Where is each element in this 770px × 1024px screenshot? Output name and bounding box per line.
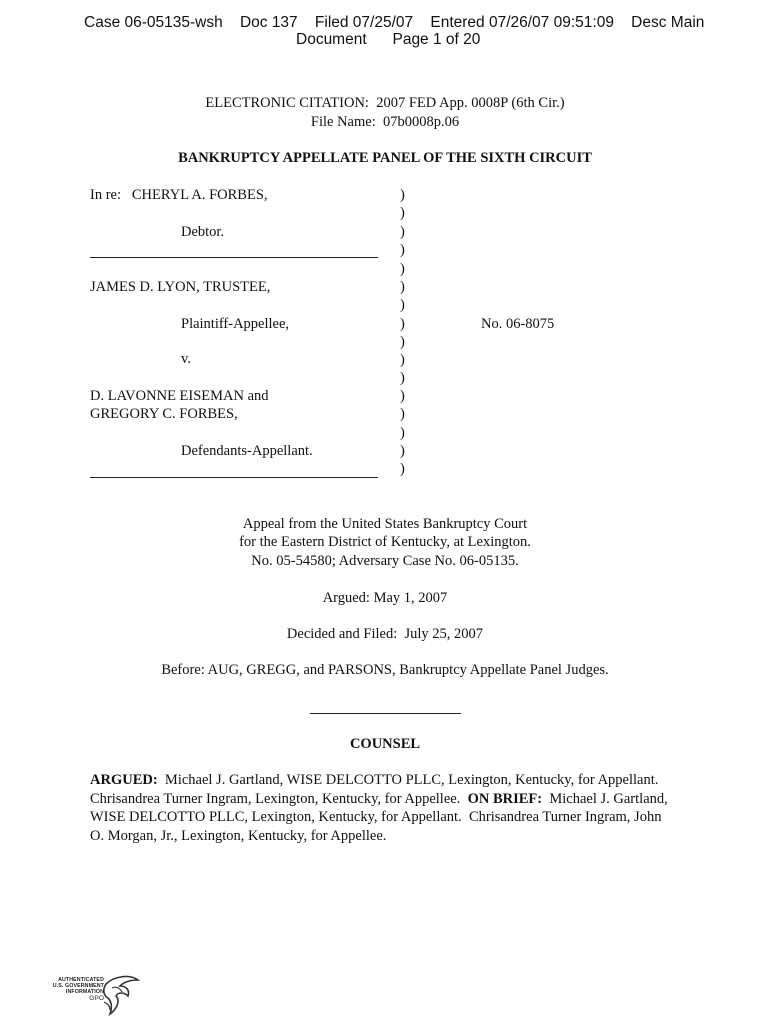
caption-debtor: Debtor.	[181, 224, 225, 240]
caption-in-re: In re: CHERYL A. FORBES,	[90, 187, 268, 203]
caption-paren: )	[400, 388, 405, 404]
caption-paren: )	[400, 316, 405, 332]
caption-divider-top	[90, 257, 378, 258]
caption-paren: )	[400, 461, 405, 477]
caption-paren: )	[400, 443, 405, 459]
seal-line3: INFORMATION	[65, 989, 104, 996]
caption-divider-bottom	[90, 477, 378, 478]
docket-header-line2: Document Page 1 of 20	[296, 31, 481, 48]
seal-line2: U.S. GOVERNMENT	[52, 983, 104, 990]
counsel-line-4: O. Morgan, Jr., Lexington, Kentucky, for Appellee.	[90, 827, 387, 844]
appeal-line1: Appeal from the United States Bankruptcy Court	[242, 516, 528, 532]
section-divider	[310, 713, 461, 714]
caption-paren: )	[400, 187, 405, 203]
caption-paren: )	[400, 224, 405, 240]
caption-versus: v.	[181, 351, 191, 367]
caption-defendants-line2: GREGORY C. FORBES,	[90, 406, 238, 422]
seal-line1: AUTHENTICATED	[58, 977, 104, 983]
counsel-line-1	[90, 771, 690, 790]
docket-header-line1: Case 06-05135-wsh Doc 137 Filed 07/25/07 Entered 07/26/07 09:51:09 Desc Main	[84, 14, 705, 31]
caption-paren: )	[400, 370, 405, 386]
caption-paren: )	[400, 406, 405, 422]
counsel-paragraph	[90, 771, 690, 845]
caption-paren: )	[400, 334, 405, 350]
counsel-line-2b: Michael J. Gartland,	[542, 790, 668, 807]
caption-paren: )	[400, 205, 405, 221]
seal-line4: GPO	[89, 994, 104, 1002]
counsel-line-2	[90, 790, 690, 809]
caption-paren: )	[400, 425, 405, 441]
case-number: No. 06-8075	[481, 316, 555, 332]
counsel-heading: COUNSEL	[349, 736, 421, 752]
seal-text	[44, 977, 104, 1002]
counsel-line-2a: Chrisandrea Turner Ingram, Lexington, Kentucky, for Appellee.	[90, 790, 468, 807]
argued-label: ARGUED:	[90, 772, 158, 788]
argued-date: Argued: May 1, 2007	[322, 590, 448, 606]
caption-trustee: JAMES D. LYON, TRUSTEE,	[90, 279, 271, 295]
electronic-citation: ELECTRONIC CITATION: 2007 FED App. 0008P (6th Cir.)	[205, 95, 565, 111]
caption-paren: )	[400, 352, 405, 368]
caption-paren: )	[400, 261, 405, 277]
file-name: File Name: 07b0008p.06	[310, 114, 460, 130]
caption-paren: )	[400, 297, 405, 313]
on-brief-label: ON BRIEF:	[467, 790, 543, 807]
counsel-line-3: WISE DELCOTTO PLLC, Lexington, Kentucky, for Appellant. Chrisandrea Turner Ingram, John	[90, 809, 662, 826]
appeal-line2: for the Eastern District of Kentucky, at Lexington.	[239, 534, 531, 550]
caption-defendants-line1: D. LAVONNE EISEMAN and	[90, 388, 269, 404]
eagle-icon	[100, 974, 140, 1016]
appeal-line3: No. 05-54580; Adversary Case No. 06-05135.	[251, 553, 519, 569]
gpo-authentication-seal	[44, 974, 134, 1016]
caption-plaintiff-role: Plaintiff-Appellee,	[181, 316, 290, 332]
caption-paren: )	[400, 242, 405, 258]
caption-defendants-role: Defendants-Appellant.	[181, 443, 313, 459]
court-title: BANKRUPTCY APPELLATE PANEL OF THE SIXTH CIRCUIT	[178, 150, 592, 166]
counsel-argued-text: Michael J. Gartland, WISE DELCOTTO PLLC, Lexington, Kentucky, for Appellant.	[157, 772, 659, 788]
caption-paren: )	[400, 279, 405, 295]
panel-judges: Before: AUG, GREGG, and PARSONS, Bankruptcy Appellate Panel Judges.	[161, 662, 609, 678]
decided-date: Decided and Filed: July 25, 2007	[286, 626, 484, 642]
